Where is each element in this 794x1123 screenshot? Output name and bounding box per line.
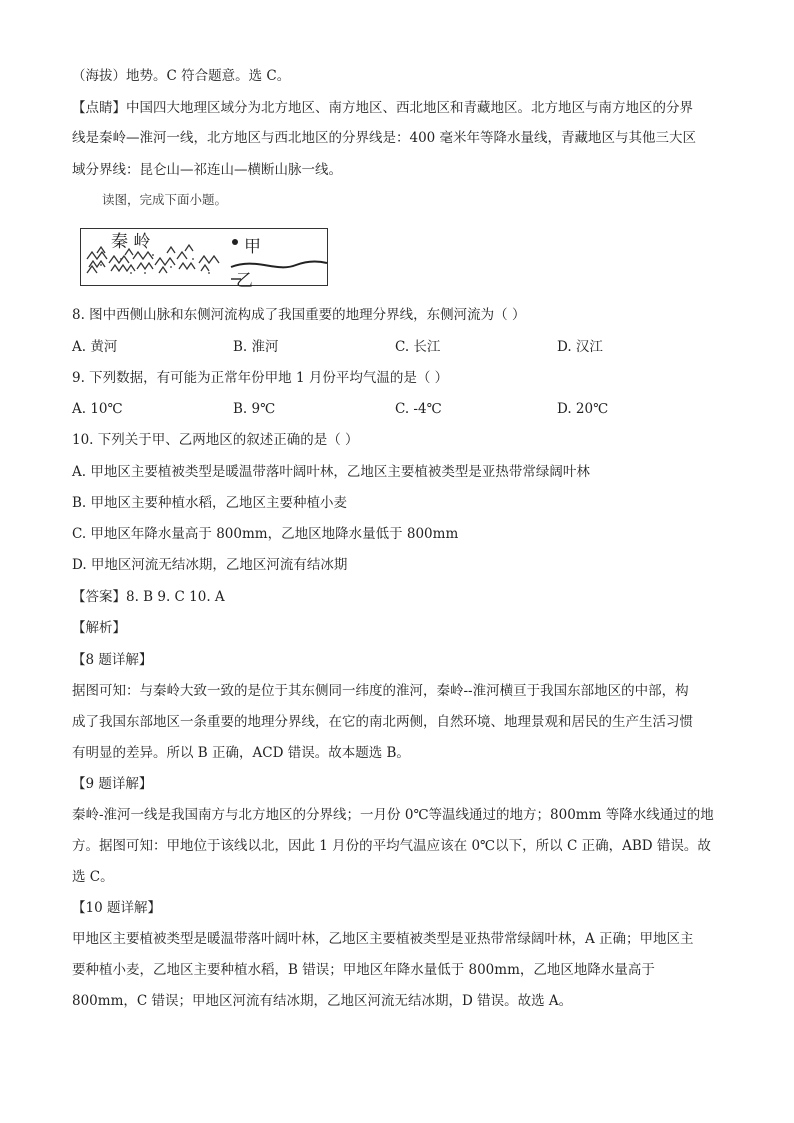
- detail-8-line: 成了我国东部地区一条重要的地理分界线，在它的南北两侧，自然环境、地理景观和居民的生产生活习惯: [72, 714, 693, 730]
- q8-option-c: C. 长江: [395, 339, 441, 355]
- mountain-label: 秦 岭: [111, 232, 151, 252]
- detail-8-line: 据图可知：与秦岭大致一致的是位于其东侧同一纬度的淮河，秦岭--淮河横亘于我国东部地区的中部，构: [72, 683, 689, 699]
- q8-option-a: A. 黄河: [72, 339, 118, 355]
- q9-option-d: D. 20℃: [557, 401, 609, 417]
- q9-option-c: C. -4℃: [395, 401, 442, 417]
- q10-option-a: A. 甲地区主要植被类型是暖温带落叶阔叶林，乙地区主要植被类型是亚热带常绿阔叶林: [72, 464, 590, 480]
- detail-8-title: 【8 题详解】: [72, 652, 153, 668]
- qinling-map-diagram: [80, 228, 328, 291]
- detail-10-line: 800mm，C 错误；甲地区河流有结冰期，乙地区河流无结冰期，D 错误。故选 A。: [72, 993, 573, 1009]
- q10-option-d: D. 甲地区河流无结冰期，乙地区河流有结冰期: [72, 557, 348, 573]
- answer-line: 【答案】8. B 9. C 10. A: [72, 589, 225, 605]
- detail-10-line: 要种植小麦，乙地区主要种植水稻，B 错误；甲地区年降水量低于 800mm，乙地区地降水量高于: [72, 962, 655, 978]
- point-yi-label: 乙: [236, 271, 253, 291]
- text-line: 域分界线：昆仑山—祁连山—横断山脉一线。: [72, 162, 342, 178]
- detail-10-title: 【10 题详解】: [72, 900, 161, 916]
- q10-option-b: B. 甲地区主要种植水稻，乙地区主要种植小麦: [72, 495, 348, 511]
- q10-option-c: C. 甲地区年降水量高于 800mm，乙地区地降水量低于 800mm: [72, 526, 459, 542]
- question-8-stem: 8. 图中西侧山脉和东侧河流构成了我国重要的地理分界线，东侧河流为（ ）: [72, 307, 526, 323]
- detail-9-line: 选 C。: [72, 869, 114, 885]
- detail-9-title: 【9 题详解】: [72, 776, 153, 792]
- q9-option-b: B. 9℃: [233, 401, 276, 417]
- question-9-stem: 9. 下列数据，有可能为正常年份甲地 1 月份平均气温的是（ ）: [72, 370, 449, 386]
- detail-9-line: 方。据图可知：甲地位于该线以北，因此 1 月份的平均气温应该在 0℃以下，所以 C 正确，ABD 错误。故: [72, 838, 711, 854]
- question-10-stem: 10. 下列关于甲、乙两地区的叙述正确的是（ ）: [72, 432, 359, 448]
- detail-9-line: 秦岭-淮河一线是我国南方与北方地区的分界线；一月份 0℃等温线通过的地方；800mm 等降水线通过的地: [72, 807, 714, 823]
- detail-8-line: 有明显的差异。所以 B 正确，ACD 错误。故本题选 B。: [72, 745, 410, 761]
- text-line: 【点睛】中国四大地理区域分为北方地区、南方地区、西北地区和青藏地区。北方地区与南方地区的分界: [72, 100, 693, 116]
- analysis-label: 【解析】: [72, 620, 126, 636]
- q8-option-d: D. 汉江: [557, 339, 603, 355]
- text-line: （海拔）地势。C 符合题意。选 C。: [72, 68, 291, 84]
- point-jia-label: 甲: [244, 237, 261, 257]
- q9-option-a: A. 10℃: [72, 401, 123, 417]
- q8-option-b: B. 淮河: [233, 339, 279, 355]
- question-intro: 读图，完成下面小题。: [102, 192, 228, 207]
- text-line: 线是秦岭—淮河一线，北方地区与西北地区的分界线是：400 毫米年等降水量线，青藏地区与其他三大区: [72, 130, 697, 146]
- detail-10-line: 甲地区主要植被类型是暖温带落叶阔叶林，乙地区主要植被类型是亚热带常绿阔叶林，A 正确；甲地区主: [72, 931, 694, 947]
